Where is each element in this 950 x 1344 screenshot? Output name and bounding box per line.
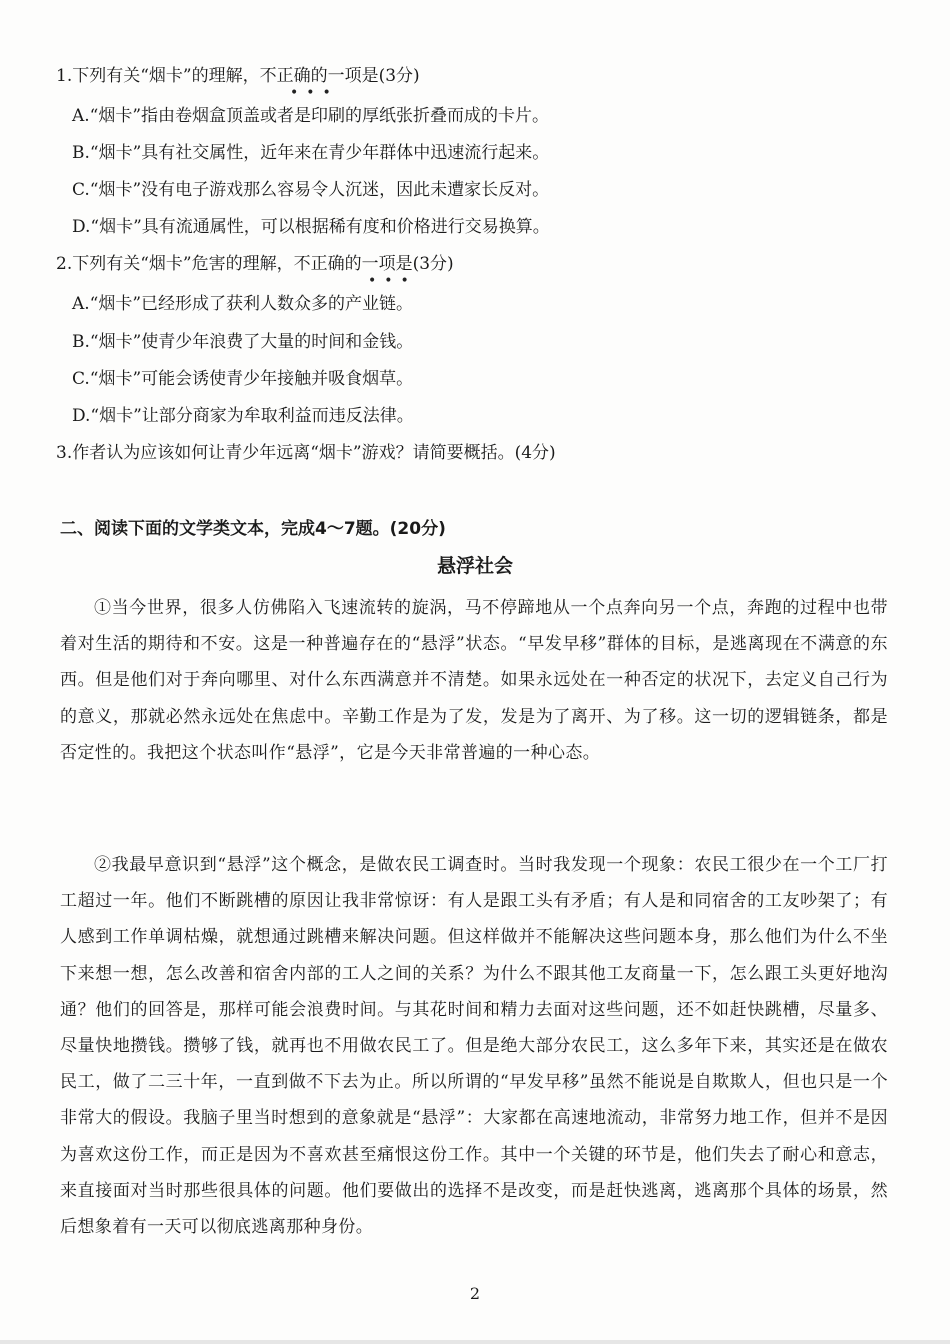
emphasis-dots-q2: ••• xyxy=(368,273,417,289)
question-1-option-c: C.“烟卡”没有电子游戏那么容易令人沉迷，因此未遭家长反对。 xyxy=(72,180,550,200)
passage-paragraph-2: ②我最早意识到“悬浮”这个概念，是做农民工调查时。当时我发现一个现象：农民工很少在一个工厂打工超过一年。他们不断跳槽的原因让我非常惊讶：有人是跟工头有矛盾；有人是和同宿舍的工友吵架了；有人感到工作单调枯燥，就想通过跳槽来解决问题。但这样做并不能解决这些问题本身，那么他们为什么不坐下来想一想，怎么改善和宿舍内部的工人之间的关系？为什么不跟其他工友商量一下，怎么跟工头更好地沟通？他们的回答是，那样可能会浪费时间。与其花时间和精力去面对这些问题，还不如赶快跳槽，尽量多、尽量快地攒钱。攒够了钱，就再也不用做农民工了。但是绝大部分农民工，这么多年下来，其实还是在做农民工，做了二三十年，一直到做不下去为止。所以所谓的“早发早移”虽然不能说是自欺欺人，但也只是一个非常大的假设。我脑子里当时想到的意象就是“悬浮”：大家都在高速地流动，非常努力地工作，但并不是因为喜欢这份工作，而正是因为不喜欢甚至痛恨这份工作。其中一个关键的环节是，他们失去了耐心和意志，来直接面对当时那些很具体的问题。他们要做出的选择不是改变，而是赶快逃离，逃离那个具体的场景，然后想象着有一天可以彻底逃离那种身份。 xyxy=(60,855,888,1238)
question-2-option-a: A.“烟卡”已经形成了获利人数众多的产业链。 xyxy=(72,294,414,314)
passage-paragraph-1: ①当今世界，很多人仿佛陷入飞速流转的旋涡，马不停蹄地从一个点奔向另一个点，奔跑的过程中也带着对生活的期待和不安。这是一种普遍存在的“悬浮”状态。“早发早移”群体的目标，是逃离现在不满意的东西。但是他们对于奔向哪里、对什么东西满意并不清楚。如果永远处在一种否定的状况下，去定义自己行为的意义，那就必然永远处在焦虑中。辛勤工作是为了发，发是为了离开、为了移。这一切的逻辑链条，都是否定性的。我把这个状态叫作“悬浮”，它是今天非常普遍的一种心态。 xyxy=(60,598,888,763)
question-1-option-a: A.“烟卡”指由卷烟盒顶盖或者是印刷的厚纸张折叠而成的卡片。 xyxy=(72,106,550,126)
page-number: 2 xyxy=(469,1284,481,1303)
question-2-option-b: B.“烟卡”使青少年浪费了大量的时间和金钱。 xyxy=(72,332,414,352)
emphasis-dots-q1: ••• xyxy=(290,85,339,101)
question-2-stem: 2.下列有关“烟卡”危害的理解，不正确的一项是(3分) xyxy=(56,254,454,274)
passage-title: 悬浮社会 xyxy=(436,555,513,577)
question-2-option-c: C.“烟卡”可能会诱使青少年接触并吸食烟草。 xyxy=(72,369,414,389)
section-2-heading: 二、阅读下面的文学类文本，完成4～7题。(20分) xyxy=(60,519,446,539)
scan-bottom-edge xyxy=(0,1340,950,1344)
question-1-option-b: B.“烟卡”具有社交属性，近年来在青少年群体中迅速流行起来。 xyxy=(72,143,550,163)
question-2-option-d: D.“烟卡”让部分商家为牟取利益而违反法律。 xyxy=(72,406,414,426)
question-1-stem: 1.下列有关“烟卡”的理解，不正确的一项是(3分) xyxy=(56,66,420,86)
question-1-option-d: D.“烟卡”具有流通属性，可以根据稀有度和价格进行交易换算。 xyxy=(72,217,550,237)
question-3-stem: 3.作者认为应该如何让青少年远离“烟卡”游戏？请简要概括。(4分) xyxy=(56,443,556,463)
